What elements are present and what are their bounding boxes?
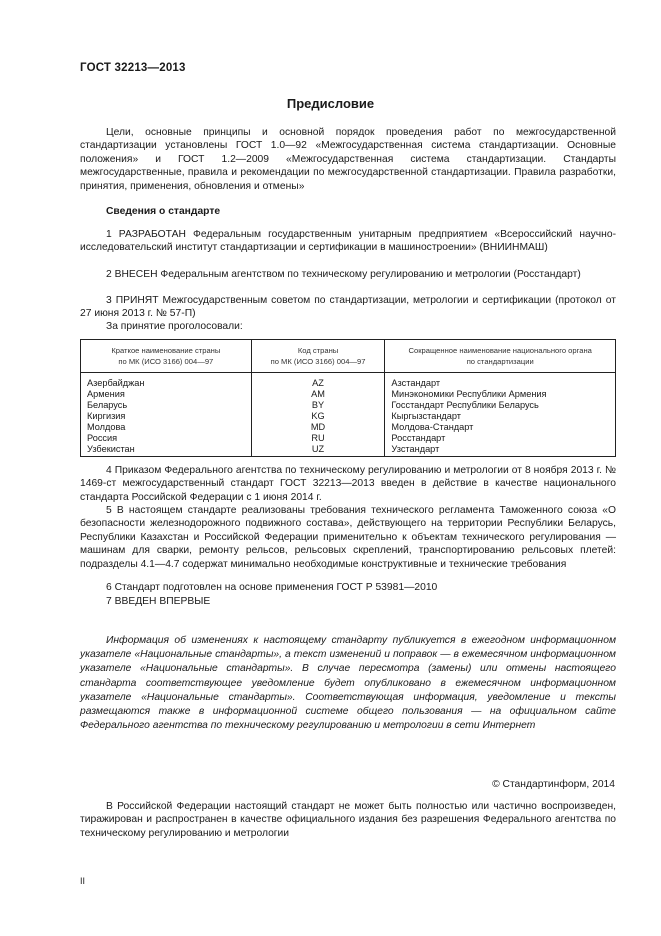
table-row <box>81 411 616 422</box>
country-cell: Армения <box>81 389 252 400</box>
code-cell: AZ <box>251 373 385 390</box>
body-cell: Росстандарт <box>385 433 616 444</box>
header-country-line2: по МК (ИСО 3166) 004—97 <box>118 357 214 366</box>
header-body <box>385 340 616 373</box>
item-2: 2 ВНЕСЕН Федеральным агентством по техническому регулированию и метрологии (Росстандарт) <box>106 269 581 280</box>
country-cell: Молдова <box>81 422 252 433</box>
table-row <box>81 422 616 433</box>
document-id-header: ГОСТ 32213—2013 <box>80 62 186 74</box>
copyright: © Стандартинформ, 2014 <box>492 779 615 790</box>
item-7: 7 ВВЕДЕН ВПЕРВЫЕ <box>106 596 211 607</box>
body-cell: Госстандарт Республики Беларусь <box>385 400 616 411</box>
code-cell: UZ <box>251 444 385 457</box>
body-cell: Молдова-Стандарт <box>385 422 616 433</box>
body-cell: Узстандарт <box>385 444 616 457</box>
header-code-line2: по МК (ИСО 3166) 004—97 <box>270 357 366 366</box>
info-notice: Информация об изменениях к настоящему стандарту публикуется в ежегодном информационном указателе «Национальные стандарты», а текст изменений и поправок — в ежемесячном информационном указателе «Национальные стандарты». В случае пересмотра (замены) или отмены настоящего стандарта соответствующее уведомление будет опубликовано в ежемесячном информационном указателе «Национальные стандарты». Соответствующая информация, уведомление и тексты размещаются также в информационной системе общего пользования — на официальном сайте Федерального агентства по техническому регулированию и метрологии в сети Интернет <box>80 635 616 732</box>
header-code <box>251 340 385 373</box>
code-cell: AM <box>251 389 385 400</box>
country-cell: Киргизия <box>81 411 252 422</box>
country-cell: Россия <box>81 433 252 444</box>
country-cell: Азербайджан <box>81 373 252 390</box>
header-country <box>81 340 252 373</box>
code-cell: KG <box>251 411 385 422</box>
item-3: 3 ПРИНЯТ Межгосударственным советом по стандартизации, метрологии и сертификации (протокол от 27 июня 2013 г. № 57-П) <box>80 295 616 320</box>
body-cell: Кыргызстандарт <box>385 411 616 422</box>
code-cell: BY <box>251 400 385 411</box>
body-cell: Азстандарт <box>385 373 616 390</box>
code-cell: MD <box>251 422 385 433</box>
item-5: 5 В настоящем стандарте реализованы требования технического регламента Таможенного союза «О безопасности железнодорожного подвижного состава», действующего на территории Республики Беларусь, Республики Казахстан и Российской Федерации применительно к объектам технического регулирования — машинам для сварки, ремонту рельсов, рельсовых скреплений, транспортированию рельсовых плетей: подразделы 4.1—4.7 содержат минимально необходимые конструктивные и технические требования <box>80 505 616 570</box>
country-cell: Узбекистан <box>81 444 252 457</box>
section-subtitle: Сведения о стандарте <box>106 206 221 217</box>
voting-table <box>80 339 616 457</box>
voted-label: За принятие проголосовали: <box>106 321 243 332</box>
table-row <box>81 444 616 457</box>
rights-notice: В Российской Федерации настоящий стандарт не может быть полностью или частично воспроизведен, тиражирован и распространен в качестве официального издания без разрешения Федерального агентства по техническому регулированию и метрологии <box>80 801 616 839</box>
body-cell: Минэкономики Республики Армения <box>385 389 616 400</box>
code-cell: RU <box>251 433 385 444</box>
header-country-line1: Краткое наименование страны <box>111 346 221 355</box>
page-number: II <box>80 876 86 886</box>
table-header-row <box>81 340 616 373</box>
item-4: 4 Приказом Федерального агентства по техническому регулированию и метрологии от 8 ноября 2013 г. № 1469-ст межгосударственный стандарт ГОСТ 32213—2013 введен в действие в качестве национального стандарта Российской Федерации с 1 июня 2014 г. <box>80 465 616 503</box>
header-code-line1: Код страны <box>297 346 339 355</box>
page-title: Предисловие <box>286 96 375 111</box>
header-body-line1: Сокращенное наименование национального органа <box>408 346 592 355</box>
item-6: 6 Стандарт подготовлен на основе применения ГОСТ Р 53981—2010 <box>106 582 438 593</box>
item-1: 1 РАЗРАБОТАН Федеральным государственным унитарным предприятием «Всероссийский научно-исследовательский институт стандартизации и сертификации в машиностроении» (ВНИИНМАШ) <box>80 229 616 254</box>
header-body-line2: по стандартизации <box>466 357 534 366</box>
table-row <box>81 389 616 400</box>
intro-paragraph: Цели, основные принципы и основной порядок проведения работ по межгосударственной стандартизации установлены ГОСТ 1.0—92 «Межгосударственная система стандартизации. Основные положения» и ГОСТ 1.2—2009 «Межгосударственная система стандартизации. Стандарты межгосударственные, правила и рекомендации по межгосударственной стандартизации. Правила разработки, принятия, применения, обновления и отмены» <box>80 127 616 192</box>
table-row <box>81 433 616 444</box>
table-row <box>81 400 616 411</box>
country-cell: Беларусь <box>81 400 252 411</box>
table-row <box>81 373 616 390</box>
